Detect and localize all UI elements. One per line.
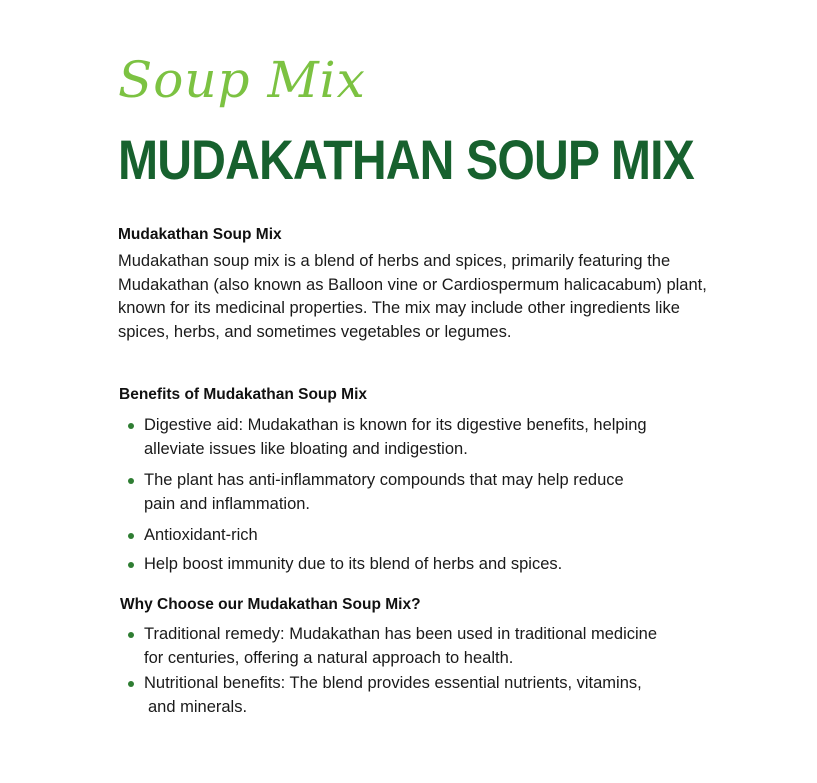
list-item-text: pain and inflammation. — [144, 494, 311, 513]
bullet-icon — [128, 533, 134, 539]
list-item — [118, 553, 718, 577]
list-item-text: Traditional remedy: Mudakathan has been used in traditional medicine — [144, 625, 658, 643]
why-heading: Why Choose our Mudakathan Soup Mix? — [120, 596, 421, 613]
list-item-text: and minerals. — [148, 697, 248, 716]
why-list — [118, 623, 718, 721]
list-item-text: for centuries, offering a natural approach to health. — [144, 648, 514, 667]
list-item — [118, 672, 718, 719]
list-item-text: alleviate issues like bloating and indigestion. — [144, 439, 468, 458]
benefits-heading: Benefits of Mudakathan Soup Mix — [119, 386, 368, 403]
benefits-list — [118, 414, 718, 584]
intro-heading: Mudakathan Soup Mix — [118, 226, 282, 243]
intro-paragraph: Mudakathan soup mix is a blend of herbs and spices, primarily featuring the Mudakathan (also known as Balloon vine or Cardiospermum halicacabum) plant, known for its medicinal properties. The mix may include other ingredients like spices, herbs, and sometimes vegetables or legumes. — [118, 252, 707, 341]
page-title: MUDAKATHAN SOUP MIX — [118, 128, 694, 191]
bullet-icon — [128, 562, 134, 568]
list-item-text: Help boost immunity due to its blend of herbs and spices. — [144, 554, 563, 573]
list-item-text: Nutritional benefits: The blend provides essential nutrients, vitamins, — [144, 674, 642, 692]
list-item-text: Antioxidant-rich — [144, 526, 258, 544]
bullet-icon — [128, 681, 134, 687]
script-title: Soup Mix — [118, 51, 366, 109]
list-item-text: The plant has anti-inflammatory compounds that may help reduce — [144, 471, 624, 489]
bullet-icon — [128, 632, 134, 638]
list-item — [118, 469, 718, 516]
list-item — [118, 524, 718, 548]
list-item — [118, 623, 718, 670]
list-item-text: Digestive aid: Mudakathan is known for its digestive benefits, helping — [144, 416, 647, 434]
bullet-icon — [128, 478, 134, 484]
list-item — [118, 414, 718, 461]
bullet-icon — [128, 423, 134, 429]
